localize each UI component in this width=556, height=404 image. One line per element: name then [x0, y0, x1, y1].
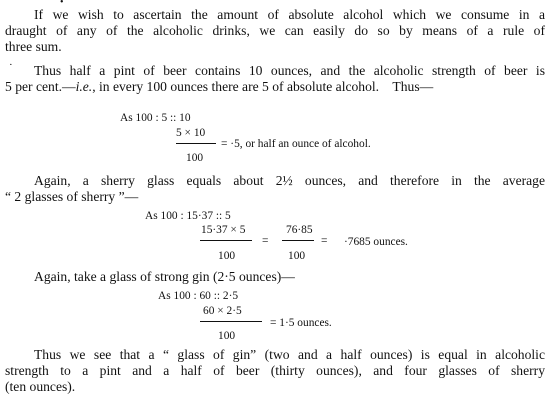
- calc1-result: = ·5, or half an ounce of alcohol.: [221, 138, 371, 150]
- calc1-proportion: As 100 : 5 :: 10: [120, 112, 191, 124]
- paragraph-3-line-2: “ 2 glasses of sherry ”—: [5, 189, 139, 204]
- calc2-denominator-2: 100: [288, 250, 306, 262]
- calc3-denominator: 100: [218, 330, 236, 342]
- paragraph-5-line-1: Thus we see that a “ glass of gin” (two and a half ounces) is equal in alcoholic: [34, 347, 545, 362]
- paragraph-5-line-3: (ten ounces).: [5, 379, 76, 394]
- calc2-equals-2: =: [321, 235, 328, 247]
- calc1-fraction-bar: [176, 143, 216, 144]
- paragraph-4-line-1: Again, take a glass of strong gin (2·5 ounces)—: [34, 269, 295, 284]
- calc2-denominator-1: 100: [218, 250, 236, 262]
- calc1-denominator: 100: [186, 152, 204, 164]
- top-mark: •: [60, 0, 64, 8]
- calc2-numerator-2: 76·85: [286, 224, 313, 236]
- paragraph-2-line-2: 5 per cent.—i.e., in every 100 ounces there are 5 of absolute alcohol. Thus—: [5, 79, 434, 94]
- paragraph-1-line-1: If we wish to ascertain the amount of absolute alcohol which we consume in a: [34, 7, 545, 22]
- paragraph-1-line-3: three sum.: [5, 39, 62, 54]
- paragraph-2-line-1: Thus half a pint of beer contains 10 ounces, and the alcoholic strength of beer is: [34, 63, 545, 78]
- calc2-fraction-bar-1: [200, 240, 252, 241]
- calc3-proportion: As 100 : 60 :: 2·5: [158, 290, 239, 302]
- paragraph-5-line-2: strength to a pint and a half of beer (thirty ounces), and four glasses of sherry: [5, 363, 545, 378]
- paragraph-1-line-2: draught of any of the alcoholic drinks, we can easily do so by means of a rule of: [5, 23, 545, 38]
- calc2-equals-1: =: [262, 235, 269, 247]
- cropped-next-line: [30, 397, 500, 404]
- paragraph-3-line-1: Again, a sherry glass equals about 2½ ounces, and therefore in the average: [34, 173, 545, 188]
- calc2-fraction-bar-2: [282, 240, 314, 241]
- calc1-numerator: 5 × 10: [176, 127, 206, 139]
- calc2-result: ·7685 ounces.: [344, 236, 408, 248]
- calc3-fraction-bar: [200, 321, 262, 322]
- calc2-proportion: As 100 : 15·37 :: 5: [145, 210, 231, 222]
- margin-mark: ·: [9, 59, 13, 71]
- calc2-numerator-1: 15·37 × 5: [201, 224, 246, 236]
- calc3-numerator: 60 × 2·5: [203, 305, 242, 317]
- calc3-result: = 1·5 ounces.: [270, 317, 332, 329]
